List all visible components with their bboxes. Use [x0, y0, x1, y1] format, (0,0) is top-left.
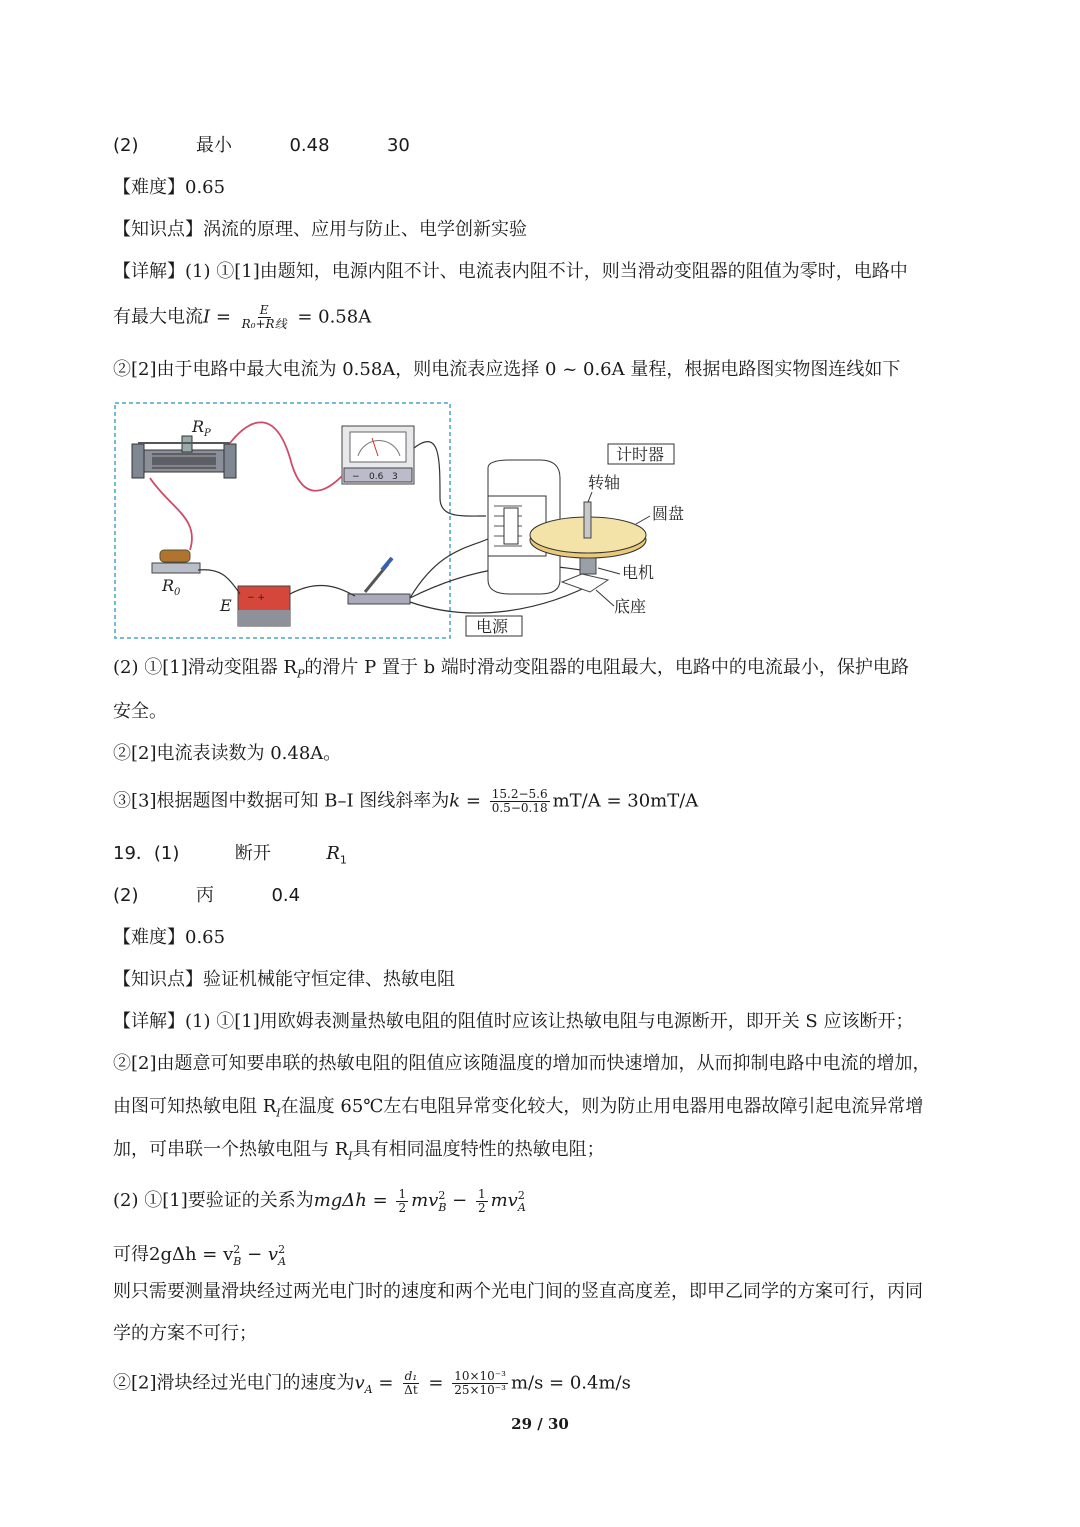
- resistor-r0-icon: [152, 550, 200, 573]
- svg-text:− +: − +: [247, 593, 265, 603]
- current-variable: I: [203, 306, 211, 328]
- timer-label: 计时器: [616, 445, 665, 464]
- answer-2-value-2: 0.48: [289, 135, 330, 156]
- detail-3-line-1: 【详解】(1) ①[1]用欧姆表测量热敏电阻的阻值时应该让热敏电阻与电源断开，即开关 S 应该断开；: [113, 1011, 914, 1032]
- disk-label: 圆盘: [652, 504, 685, 523]
- detail-1-line-1: 【详解】(1) ①[1]由题知，电源内阻不计、电流表内阻不计，则当滑动变阻器的阻值为零时，电路中: [113, 261, 908, 282]
- detail-4-line-4: 学的方案不可行；: [113, 1323, 257, 1344]
- detail-2-line-3: ②[2]电流表读数为 0.48A。: [113, 743, 342, 764]
- answer-2-label: (2): [113, 135, 139, 156]
- difficulty-1: 【难度】0.65: [113, 177, 226, 198]
- detail-1-line-3: ②[2]由于电路中最大电流为 0.58A，则电流表应选择 0 ~ 0.6A 量程，根据电路图实物图连线如下: [113, 359, 901, 380]
- e-label: E: [220, 596, 232, 615]
- detail-1-line-2: 有最大电流I = $\frac{E}{\text{R₀+R线}}$ = 0.58A: [113, 303, 372, 331]
- rheostat-icon: [132, 436, 236, 478]
- knowledge-1: 【知识点】涡流的原理、应用与防止、电学创新实验: [113, 219, 527, 240]
- current-fraction: [240, 304, 289, 331]
- meter-scale-3: 3: [392, 472, 398, 482]
- r0-label: $R_0$: [162, 576, 181, 598]
- current-result: = 0.58A: [297, 306, 372, 328]
- detail-2-line-1: (2) ①[1]滑动变阻器 $R_P$的滑片 P 置于 b 端时滑动变阻器的电阻最大，电路中的电流最小，保护电路: [113, 657, 909, 681]
- fraction-numerator: E: [259, 303, 269, 317]
- answer-2-value-3: 30: [386, 135, 410, 156]
- detail-3-line-4: 加，可串联一个热敏电阻与 $R_I$具有相同温度特性的热敏电阻；: [113, 1139, 605, 1163]
- detail-2-line-4: ③[3]根据题图中数据可知 B–I 图线斜率为k = $\frac{15.2-5.6}{0.5-0.18}$ mT/A = 30mT/A: [113, 787, 699, 815]
- shaft-label: 转轴: [588, 473, 621, 492]
- q19-answer-1: 19．(1) 断开 $R_1$: [113, 843, 347, 867]
- detail-2-line-2: 安全。: [113, 701, 167, 722]
- motor-label: 电机: [622, 563, 655, 582]
- fraction-denominator: R₀+R线: [241, 317, 287, 331]
- meter-minus: −: [352, 472, 360, 482]
- knowledge-2: 【知识点】验证机械能守恒定律、热敏电阻: [113, 969, 455, 990]
- answer-2-value-1: 最小: [195, 135, 232, 156]
- detail-1-line-2-prefix: 有最大电流: [113, 306, 203, 328]
- meter-scale-06: 0.6: [369, 472, 384, 482]
- circuit-figure: [110, 398, 690, 643]
- base-label: 底座: [614, 597, 647, 616]
- answer-2-line: [113, 134, 410, 158]
- detail-4-line-2: 可得$2g\Delta h = v^2_B - v^2_A$: [113, 1243, 287, 1268]
- detail-4-line-5: ②[2]滑块经过光电门的速度为$v_A$ = $\frac{\text{d₁}}{\Delta t}$ = $\frac{\text{10×10⁻³}}{\text{25×10⁻³}}$ m/s = 0.4m/s: [113, 1369, 631, 1397]
- page-number: 29 / 30: [511, 1415, 569, 1433]
- slope-fraction: $\frac{15.2-5.6}{0.5-0.18}$: [491, 787, 548, 815]
- q19-answer-2: (2) 丙 0.4: [113, 885, 301, 906]
- detail-3-line-3: 由图可知热敏电阻 $R_I$在温度 65℃左右电阻异常变化较大，则为防止用电器用电器故障引起电流异常增: [113, 1096, 924, 1120]
- switch-icon: [348, 558, 410, 604]
- rp-label: $R_P$: [192, 417, 211, 439]
- detail-4-line-1: (2) ①[1]要验证的关系为mgΔh = $\frac{1}{2}$ $mv^2_B$ − $\frac{1}{2}$ $mv^2_A$: [113, 1186, 526, 1215]
- detail-3-line-2: ②[2]由题意可知要串联的热敏电阻的阻值应该随温度的增加而快速增加，从而抑制电路中电流的增加，: [113, 1053, 931, 1074]
- detail-4-line-3: 则只需要测量滑块经过两光电门时的速度和两个光电门间的竖直高度差，即甲乙同学的方案可行，丙同: [113, 1281, 923, 1302]
- battery-icon: [238, 586, 290, 626]
- difficulty-2: 【难度】0.65: [113, 927, 226, 948]
- circuit-diagram: [110, 398, 690, 643]
- power-label: 电源: [476, 617, 509, 636]
